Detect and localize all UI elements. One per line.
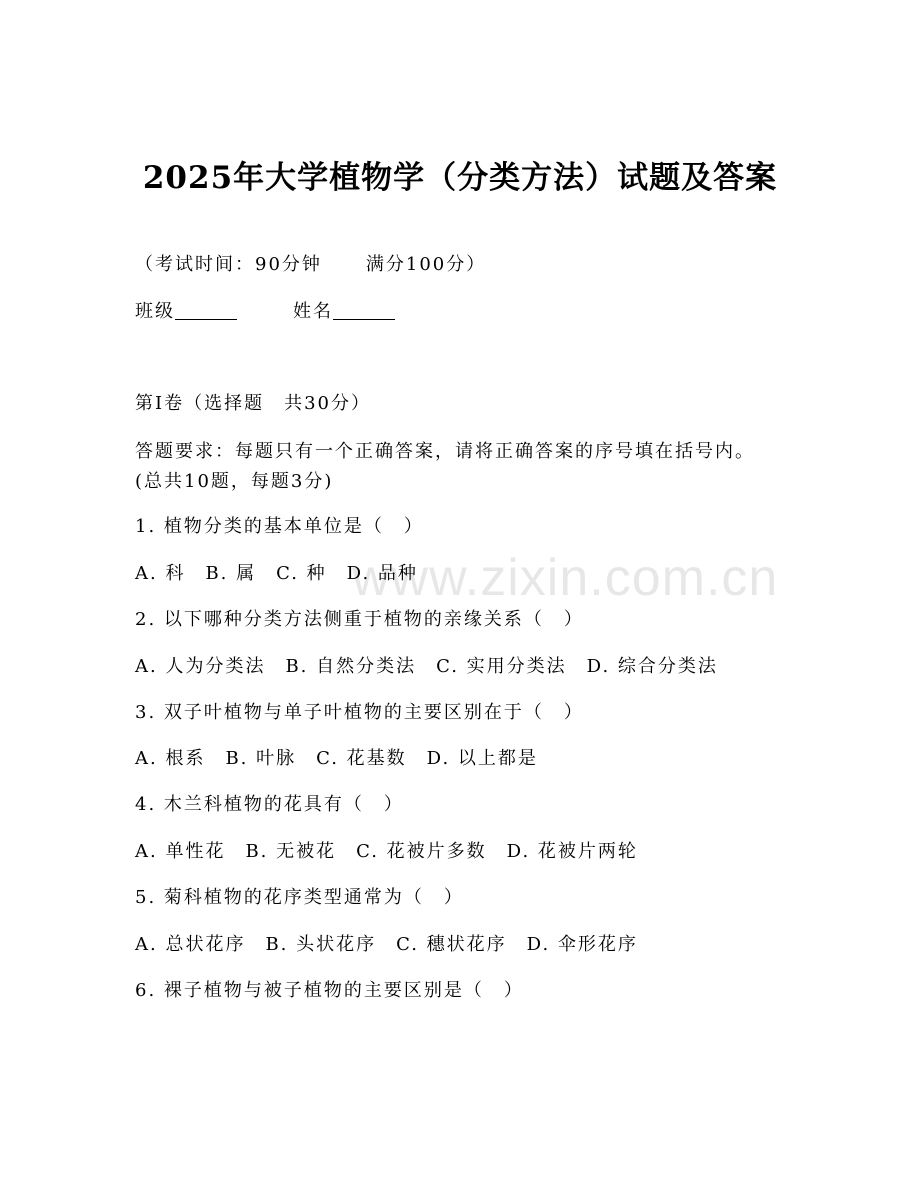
document-title: 2025年大学植物学（分类方法）试题及答案 [142,160,778,196]
section-instructions: 答题要求：每题只有一个正确答案，请将正确答案的序号填在括号内。(总共10题，每题3分) [135,441,755,492]
question-4-options: A. 单性花 B. 无被花 C. 花被片多数 D. 花被片两轮 [135,841,638,862]
exam-info [135,252,795,278]
class-label: 班级 [135,301,175,322]
question-3-stem: 3. 双子叶植物与单子叶植物的主要区别在于（ ） [135,702,584,723]
name-label: 姓名 [293,301,333,322]
question-4-stem: 4. 木兰科植物的花具有（ ） [135,794,404,815]
question-6-stem: 6. 裸子植物与被子植物的主要区别是（ ） [135,980,524,1001]
exam-time: （考试时间：90分钟 [135,254,322,275]
question-1-stem: 1. 植物分类的基本单位是（ ） [135,516,424,537]
question-2-options: A. 人为分类法 B. 自然分类法 C. 实用分类法 D. 综合分类法 [135,656,718,677]
exam-score: 满分100分） [365,254,487,275]
section-heading: 第I卷（选择题 共30分） [135,393,372,414]
question-1-options: A. 科 B. 属 C. 种 D. 品种 [135,563,418,584]
class-blank [175,301,237,320]
question-3-options: A. 根系 B. 叶脉 C. 花基数 D. 以上都是 [135,748,538,769]
student-fields [135,299,795,325]
name-blank [333,301,395,320]
question-5-stem: 5. 菊科植物的花序类型通常为（ ） [135,887,464,908]
question-2-stem: 2. 以下哪种分类方法侧重于植物的亲缘关系（ ） [135,609,584,630]
question-5-options: A. 总状花序 B. 头状花序 C. 穗状花序 D. 伞形花序 [135,934,638,955]
watermark: www.zixin.com.cn [352,549,779,607]
